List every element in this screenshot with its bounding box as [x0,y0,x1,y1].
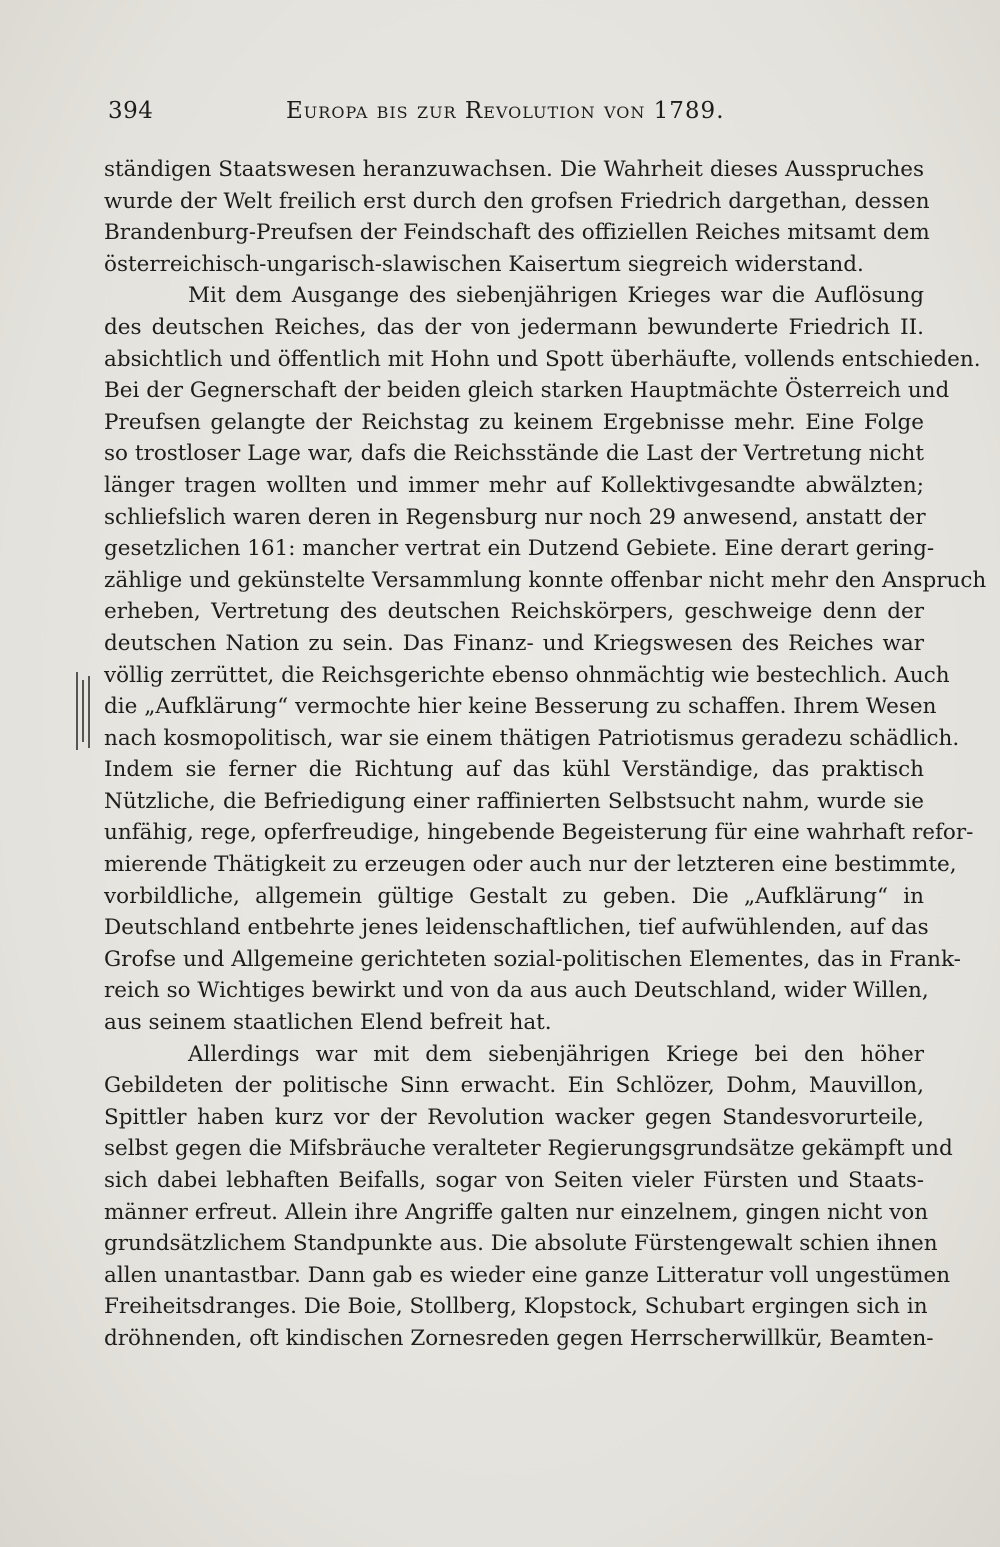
text-line: Mit dem Ausgange des siebenjährigen Krieges war die Auflösung [188,283,924,309]
text-line: Deutschland entbehrte jenes leidenschaftlichen, tief aufwühlenden, auf das [104,915,929,941]
text-line: Preufsen gelangte der Reichstag zu keinem Ergebnisse mehr. Eine Folge [104,409,924,435]
text-line: sich dabei lebhaften Beifalls, sogar von Seiten vieler Fürsten und Staats- [104,1168,924,1193]
text-line: unfähig, rege, opferfreudige, hingebende Begeisterung für eine wahrhaft refor- [104,820,974,846]
body-text [104,154,987,1355]
text-line: des deutschen Reiches, das der von jedermann bewunderte Friedrich II. [104,314,924,340]
text-line: Freiheitsdranges. Die Boie, Stollberg, Klopstock, Schubart ergingen sich in [104,1294,928,1320]
text-line: Spittler haben kurz vor der Revolution wacker gegen Standesvorurteile, [104,1104,924,1130]
text-line: die „Aufklärung“ vermochte hier keine Besserung zu schaffen. Ihrem Wesen [104,694,937,720]
pencil-mark [88,676,90,748]
text-line: länger tragen wollten und immer mehr auf Kollektivgesandte abwälzten; [104,472,924,498]
text-line: Indem sie ferner die Richtung auf das kühl Verständige, das praktisch [104,757,924,783]
text-line: Gebildeten der politische Sinn erwacht. Ein Schlözer, Dohm, Mauvillon, [104,1073,924,1099]
text-line: österreichisch-ungarisch-slawischen Kaisertum siegreich widerstand. [104,251,864,277]
text-line: wurde der Welt freilich erst durch den grofsen Friedrich dargethan, dessen [104,188,930,214]
text-line: grundsätzlichem Standpunkte aus. Die absolute Fürstengewalt schien ihnen [104,1231,938,1257]
text-line: so trostloser Lage war, dafs die Reichsstände die Last der Vertretung nicht [104,441,924,467]
text-line: selbst gegen die Mifsbräuche veralteter Regierungsgrundsätze gekämpft und [104,1136,953,1162]
text-line: nach kosmopolitisch, war sie einem thätigen Patriotismus geradezu schädlich. [104,725,960,751]
text-line: allen unantastbar. Dann gab es wieder eine ganze Litteratur voll ungestümen [104,1262,951,1288]
text-line: Nützliche, die Befriedigung einer raffinierten Selbstsucht nahm, wurde sie [104,788,924,814]
text-line: aus seinem staatlichen Elend befreit hat. [104,1010,552,1036]
text-line: absichtlich und öffentlich mit Hohn und Spott überhäufte, vollends entschieden. [104,346,981,372]
page-number: 394 [108,98,154,124]
text-line: zählige und gekünstelte Versammlung konnte offenbar nicht mehr den Anspruch [104,567,987,593]
text-line: Brandenburg-Preufsen der Feindschaft des offiziellen Reiches mitsamt dem [104,220,930,246]
running-head [108,98,928,138]
text-line: gesetzlichen 161: mancher vertrat ein Dutzend Gebiete. Eine derart gering- [104,536,935,562]
text-line: Bei der Gegnerschaft der beiden gleich starken Hauptmächte Österreich und [104,378,950,404]
text-line: Allerdings war mit dem siebenjährigen Kriege bei den höher [188,1041,924,1067]
text-line: Grofse und Allgemeine gerichteten sozial-politischen Elementes, das in Frank- [104,946,961,972]
text-line: reich so Wichtiges bewirkt und von da aus auch Deutschland, wider Willen, [104,978,929,1004]
text-line: mierende Thätigkeit zu erzeugen oder auch nur der letzteren eine bestimmte, [104,852,957,878]
text-line: dröhnenden, oft kindischen Zornesreden gegen Herrscherwillkür, Beamten- [104,1325,934,1351]
text-line: erheben, Vertretung des deutschen Reichskörpers, geschweige denn der [104,599,924,625]
text-line: schliefslich waren deren in Regensburg nur noch 29 anwesend, anstatt der [104,504,926,530]
text-line: männer erfreut. Allein ihre Angriffe galten nur einzelnem, gingen nicht von [104,1199,929,1225]
pencil-mark [76,672,78,750]
text-line: vorbildliche, allgemein gültige Gestalt zu geben. Die „Aufklärung“ in [104,883,924,909]
margin-pencil-marks [74,672,94,752]
text-line: deutschen Nation zu sein. Das Finanz- und Kriegswesen des Reiches war [104,630,924,656]
text-line: ständigen Staatswesen heranzuwachsen. Die Wahrheit dieses Ausspruches [104,157,924,182]
pencil-mark [82,680,84,742]
running-title: Europa bis zur Revolution von 1789. [286,98,725,124]
text-line: völlig zerrüttet, die Reichsgerichte ebenso ohnmächtig wie bestechlich. Auch [104,662,950,688]
